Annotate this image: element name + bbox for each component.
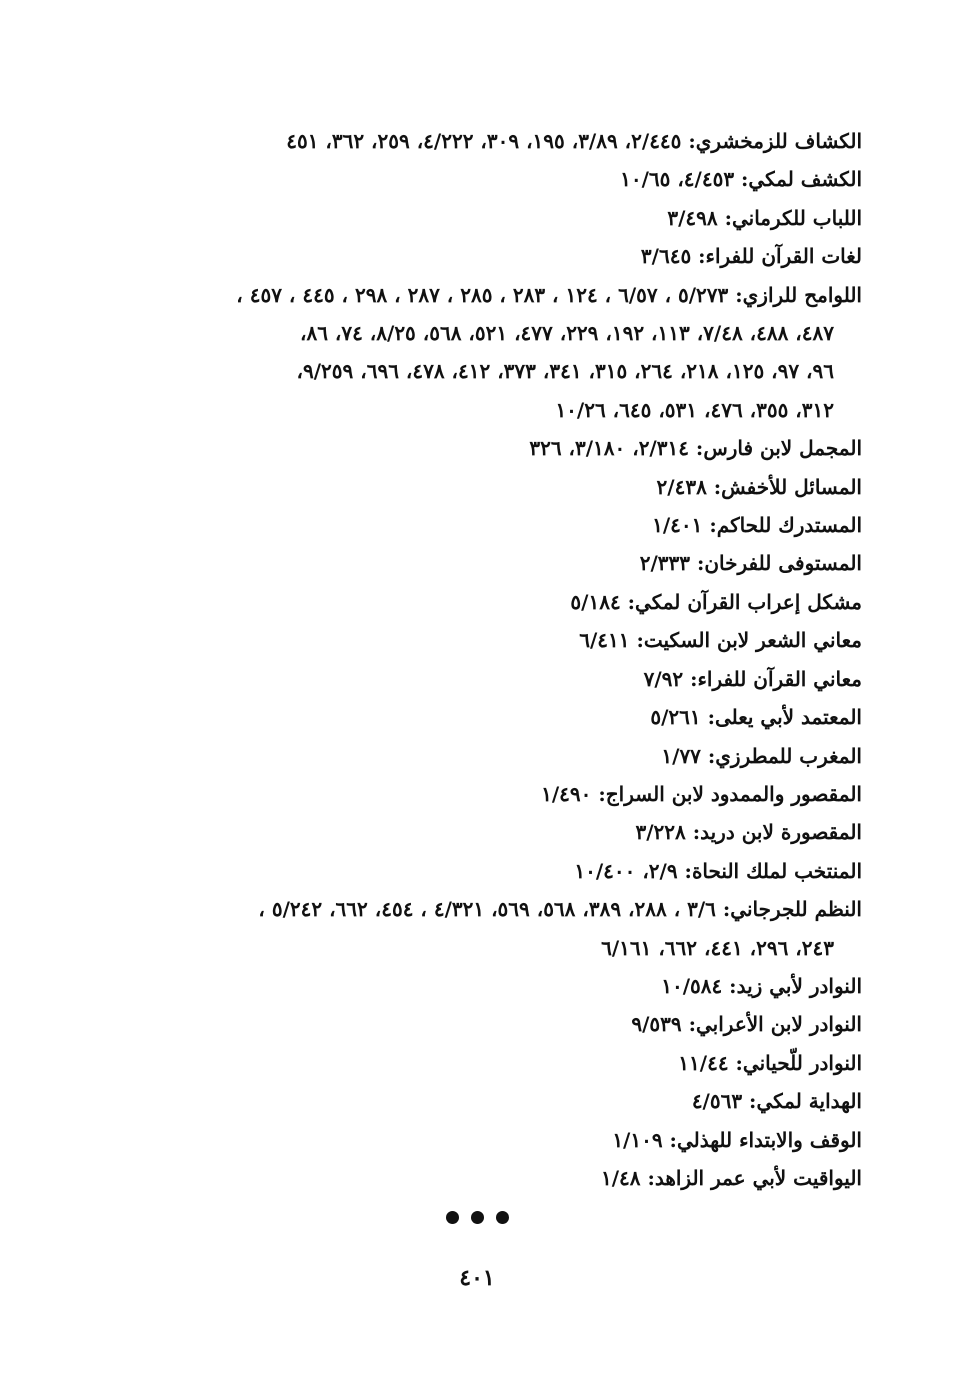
- index-entry: [117, 967, 862, 1005]
- index-entry: [117, 775, 862, 813]
- index-entry: [117, 199, 862, 237]
- index-entry-line: معاني الشعر لابن السكيت: ٦/٤١١: [579, 628, 862, 653]
- index-entry: [117, 621, 862, 659]
- index-entry-line: معاني القرآن للفراء: ٧/٩٢: [643, 666, 862, 691]
- index-entry: [117, 276, 862, 430]
- index-entry-continuation: ٢٤٣، ٢٩٦، ٤٤١، ٦٦٢، ٦/١٦١: [601, 935, 834, 960]
- index-entry: [117, 160, 862, 198]
- sources-index-list: [117, 122, 862, 1197]
- index-entry-line: المستدرك للحاكم: ١/٤٠١: [652, 513, 862, 538]
- index-entry-line: الكشف لمكي: ٤/٤٥٣، ١٠/٦٥: [620, 167, 862, 192]
- index-entry: [117, 852, 862, 890]
- index-entry-line: النظم للجرجاني: ٣/٦ ، ٢٨٨، ٣٨٩، ٥٦٨، ٥٦٩، ٤/٣٢١ ، ٤٥٤، ٦٦٢، ٥/٢٤٢ ،: [258, 897, 862, 922]
- index-entry: [117, 698, 862, 736]
- index-entry-line: اللوامح للرازي: ٥/٢٧٣ ، ٦/٥٧ ، ١٢٤ ، ٢٨٣ ، ٢٨٥ ، ٢٨٧ ، ٢٩٨ ، ٤٤٥ ، ٤٥٧ ،: [236, 282, 862, 307]
- index-entry-line: النوادر لأبي زيد: ١٠/٥٨٤: [661, 973, 862, 998]
- index-entry: [117, 813, 862, 851]
- index-entry-line: النوادر لابن الأعرابي: ٩/٥٣٩: [631, 1012, 862, 1037]
- index-entry-line: لغات القرآن للفراء: ٣/٦٤٥: [640, 244, 862, 269]
- index-entry: [117, 468, 862, 506]
- index-entry-line: الهداية لمكي: ٤/٥٦٣: [691, 1089, 862, 1114]
- index-entry-line: المعتمد لأبي يعلى: ٥/٢٦١: [650, 705, 862, 730]
- index-entry-line: مشكل إعراب القرآن لمكي: ٥/١٨٤: [570, 589, 862, 614]
- index-entry-line: اللباب للكرماني: ٣/٤٩٨: [667, 205, 862, 230]
- index-entry-continuation: ٣١٢، ٣٥٥، ٤٧٦، ٥٣١، ٦٤٥، ١٠/٢٦: [555, 397, 834, 422]
- index-entry-line: اليواقيت لأبي عمر الزاهد: ١/٤٨: [600, 1165, 862, 1190]
- separator-dot: [471, 1211, 484, 1224]
- index-entry: [117, 737, 862, 775]
- page-number: ٤٠١: [459, 1265, 495, 1291]
- index-entry-continuation: ٤٨٧، ٤٨٨، ٧/٤٨، ١١٣، ١٩٢، ٢٢٩، ٤٧٧، ٥٢١، ٥٦٨، ٨/٢٥، ٧٤، ٨٦،: [299, 321, 834, 346]
- index-entry-line: المجمل لابن فارس: ٢/٣١٤، ٣/١٨٠، ٣٢٦: [529, 436, 862, 461]
- index-entry-line: المقصورة لابن دريد: ٣/٢٢٨: [635, 820, 862, 845]
- index-entry: [117, 1044, 862, 1082]
- index-entry-line: النوادر للّحياني: ١١/٤٤: [678, 1050, 862, 1075]
- index-entry: [117, 1159, 862, 1197]
- index-entry: [117, 890, 862, 967]
- index-entry: [117, 237, 862, 275]
- index-entry-line: المغرب للمطرزي: ١/٧٧: [661, 743, 862, 768]
- index-entry-line: المنتخب لملك النحاة: ٢/٩، ١٠/٤٠٠: [574, 858, 862, 883]
- index-entry: [117, 544, 862, 582]
- index-entry: [117, 506, 862, 544]
- index-entry: [117, 429, 862, 467]
- separator-dot: [446, 1211, 459, 1224]
- index-entry: [117, 583, 862, 621]
- separator-dot: [496, 1211, 509, 1224]
- index-entry-line: المقصور والممدود لابن السراج: ١/٤٩٠: [541, 781, 862, 806]
- index-entry-line: الوقف والابتداء للهذلي: ١/١٠٩: [612, 1127, 862, 1152]
- index-entry: [117, 1005, 862, 1043]
- index-entry-continuation: ٩٦، ٩٧، ١٢٥، ٢١٨، ٢٦٤، ٣١٥، ٣٤١، ٣٧٣، ٤١٢، ٤٧٨، ٦٩٦، ٩/٢٥٩،: [296, 359, 834, 384]
- index-entry-line: المسائل للأخفش: ٢/٤٣٨: [656, 474, 862, 499]
- index-entry: [117, 1082, 862, 1120]
- index-entry: [117, 122, 862, 160]
- index-entry: [117, 660, 862, 698]
- index-entry-line: المستوفى للفرخان: ٢/٣٣٣: [639, 551, 862, 576]
- index-entry-line: الكشاف للزمخشري: ٢/٤٤٥، ٣/٨٩، ١٩٥، ٣٠٩، ٤/٢٢٢، ٢٥٩، ٣٦٢، ٤٥١: [286, 129, 862, 153]
- index-entry: [117, 1121, 862, 1159]
- section-separator: [0, 1209, 954, 1228]
